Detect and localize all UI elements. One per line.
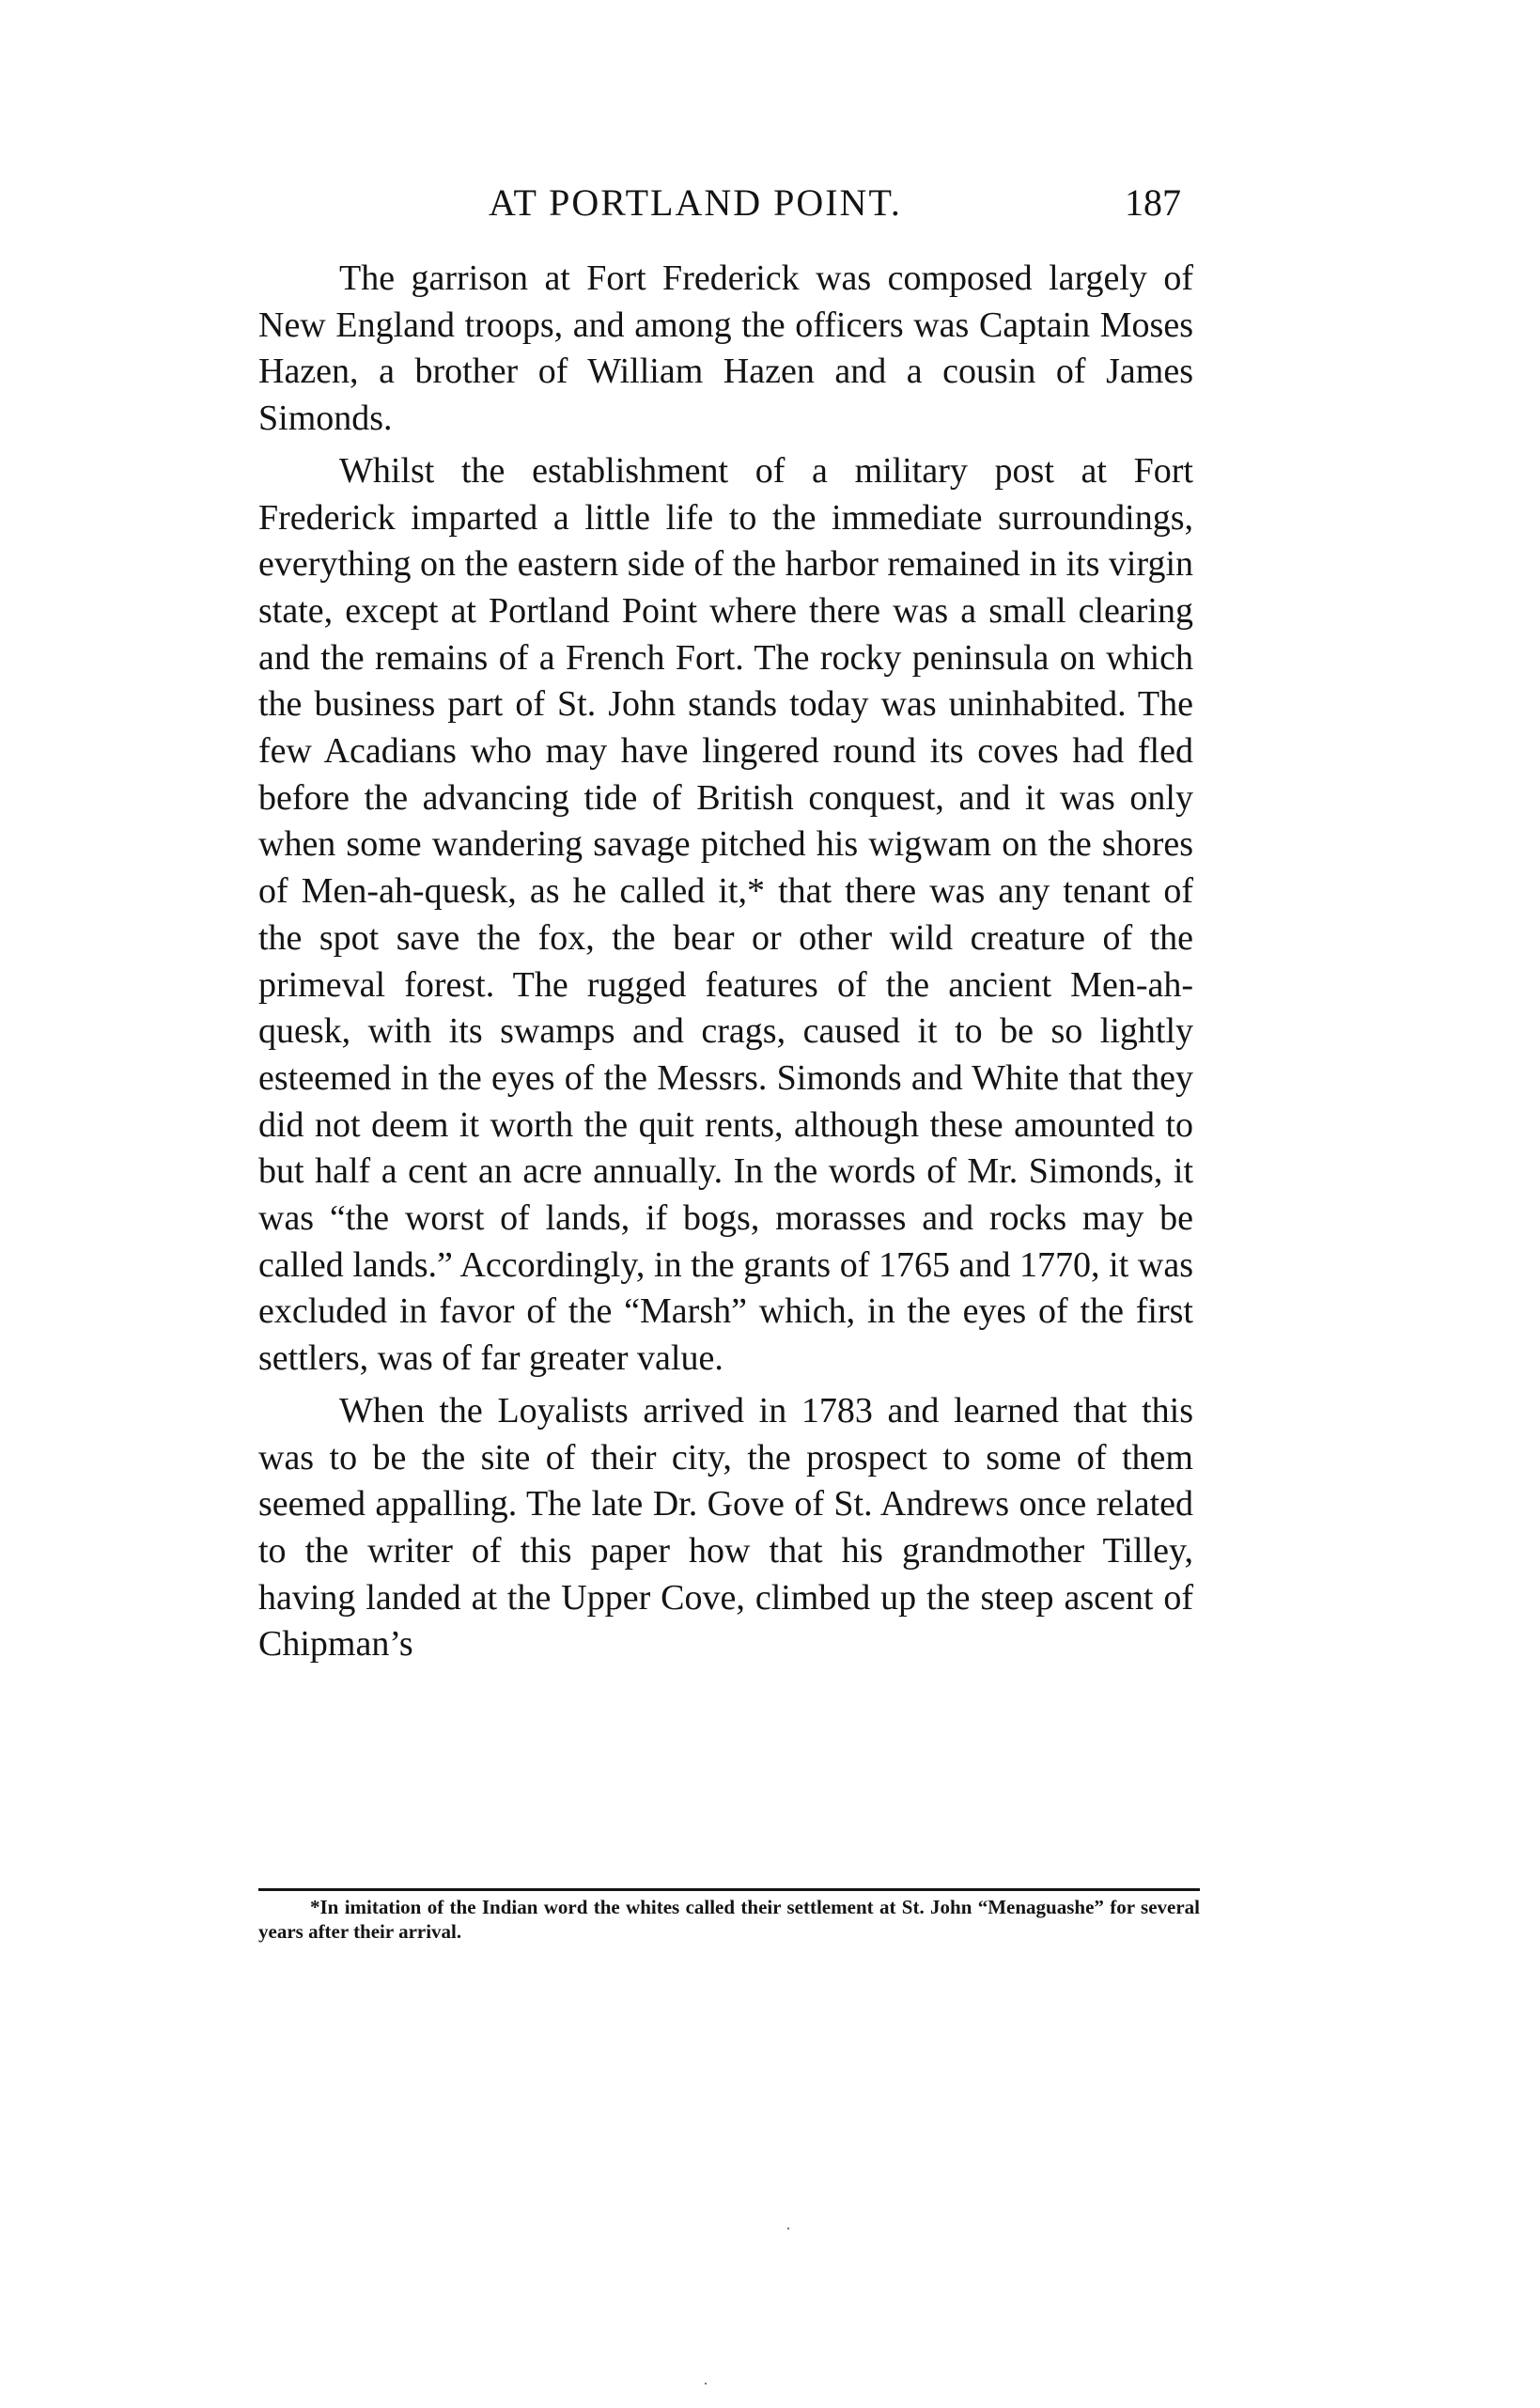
footnote-rule xyxy=(258,1888,1200,1891)
footnote: *In imitation of the Indian word the whites called their settlement at St. John “Menaguashe” for several years after their arrival. xyxy=(258,1896,1200,1943)
body-text xyxy=(258,256,1193,1674)
scan-speck xyxy=(787,2228,789,2229)
paragraph-3: When the Loyalists arrived in 1783 and learned that this was to be the site of their city, the prospect to some of them seemed appalling. The late Dr. Gove of St. Andrews once related to the writer of this paper how that his grandmother Tilley, having landed at the Upper Cove, climbed up the steep ascent of Chipman’s xyxy=(258,1390,1193,1665)
page-header xyxy=(258,175,1198,231)
running-title: AT PORTLAND POINT. xyxy=(489,181,902,224)
paragraph-2: Whilst the establishment of a military post at Fort Frederick imparted a little life to the immediate surroundings, everything on the eastern side of the harbor remained in its virgin state, except at Portland Point where there was a small clearing and the remains of a French Fort. The rocky peninsula on which the business part of St. John stands today was uninhabited. The few Acadians who may have lingered round its coves had fled before the advancing tide of British conquest, and it was only when some wandering savage pitched his wigwam on the shores of Men-ah-quesk, as he called it,* that there was any tenant of the spot save the fox, the bear or other wild creature of the primeval forest. The rugged features of the ancient Men-ah-quesk, with its swamps and crags, caused it to be so lightly esteemed in the eyes of the Messrs. Simonds and White that they did not deem it worth the quit rents, although these amounted to but half a cent an acre annually. In the words of Mr. Simonds, it was “the worst of lands, if bogs, morasses and rocks may be called lands.” Accordingly, in the grants of 1765 and 1770, it was excluded in favor of the “Marsh” which, in the eyes of the first settlers, was of far greater value. xyxy=(258,450,1193,1379)
scan-speck xyxy=(705,2383,707,2385)
paragraph-1: The garrison at Fort Frederick was composed largely of New England troops, and among the officers was Captain Moses Hazen, a brother of William Hazen and a cousin of James Simonds. xyxy=(258,258,1193,439)
page-number: 187 xyxy=(1125,181,1181,224)
